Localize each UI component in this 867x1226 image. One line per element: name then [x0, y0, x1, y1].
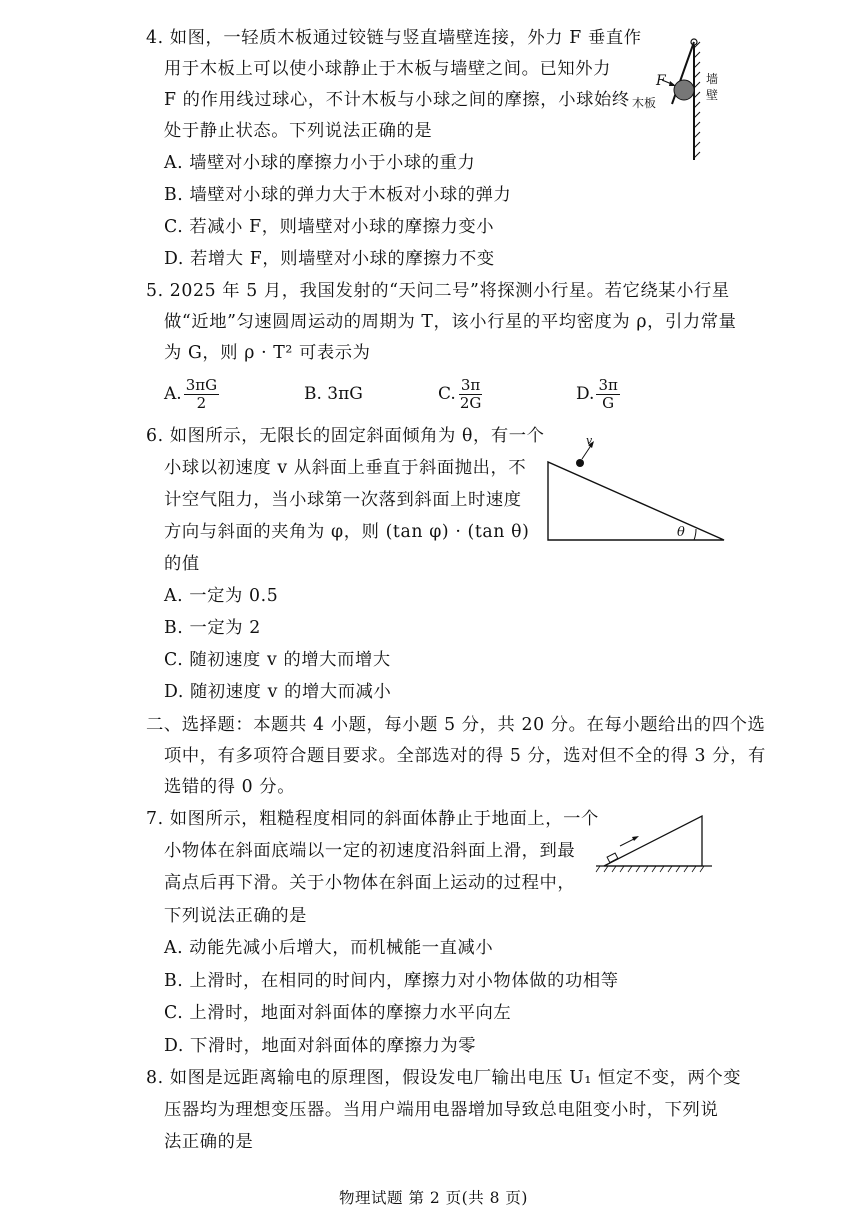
- q6-figure: [544, 428, 728, 546]
- q5-option-b: [304, 374, 363, 414]
- q8-line-3: 法正确的是: [164, 1132, 254, 1152]
- q4-line-1: 4. 如图，一轻质木板通过铰链与竖直墙壁连接，外力 F 垂直作: [146, 28, 642, 48]
- q6-line-2: 小球以初速度 v 从斜面上垂直于斜面抛出，不: [164, 458, 527, 478]
- q5-option-c-num: 3π: [460, 375, 481, 394]
- q5-line-3: 为 G，则 ρ · T² 可表示为: [164, 343, 371, 363]
- q4-line-2: 用于木板上可以使小球静止于木板与墙壁之间。已知外力: [164, 59, 612, 79]
- q7-line-1: 7. 如图所示，粗糙程度相同的斜面体静止于地面上，一个: [146, 809, 599, 829]
- q5-option-a-num: 3πG: [185, 375, 218, 394]
- q8-line-2: 压器均为理想变压器。当用户端用电器增加导致总电阻变小时，下列说: [164, 1100, 719, 1120]
- q5-option-c-fraction: [458, 377, 484, 412]
- q5-option-c-label: C.: [438, 384, 456, 404]
- q5-option-d-num: 3π: [598, 375, 618, 394]
- q6-option-c: C. 随初速度 v 的增大而增大: [164, 650, 391, 670]
- q6-theta-label: θ: [677, 525, 685, 540]
- section-2-line-2: 项中，有多项符合题目要求。全部选对的得 5 分，选对但不全的得 3 分，有: [164, 746, 766, 766]
- q5-option-c: [438, 374, 483, 414]
- section-2-line-3: 选错的得 0 分。: [164, 777, 296, 797]
- q5-line-1: 5. 2025 年 5 月，我国发射的“天问二号”将探测小行星。若它绕某小行星: [146, 281, 730, 301]
- q8-line-1: 8. 如图是远距离输电的原理图，假设发电厂输出电压 U₁ 恒定不变，两个变: [146, 1068, 742, 1088]
- q4-option-a: A. 墙壁对小球的摩擦力小于小球的重力: [164, 153, 476, 173]
- q6-line-4: 方向与斜面的夹角为 φ，则 (tan φ) · (tan θ): [164, 522, 530, 542]
- q6-option-a: A. 一定为 0.5: [164, 586, 279, 606]
- q5-option-c-den: 2G: [459, 393, 482, 412]
- q6-option-b: B. 一定为 2: [164, 618, 261, 638]
- q5-option-a-den: 2: [196, 393, 207, 412]
- q7-option-c: C. 上滑时，地面对斜面体的摩擦力水平向左: [164, 1003, 512, 1023]
- q5-option-a-fraction: [184, 377, 219, 412]
- q4-option-b: B. 墙壁对小球的弹力大于木板对小球的弹力: [164, 185, 512, 205]
- q7-line-4: 下列说法正确的是: [164, 906, 308, 926]
- q4-board-label: 木板: [632, 96, 657, 110]
- q6-line-3: 计空气阻力，当小球第一次落到斜面上时速度: [164, 490, 522, 510]
- q5-option-a-label: A.: [164, 384, 182, 404]
- q4-option-d: D. 若增大 F，则墙壁对小球的摩擦力不变: [164, 249, 495, 269]
- q4-line-3: F 的作用线过球心，不计木板与小球之间的摩擦，小球始终: [164, 90, 630, 110]
- q4-option-c: C. 若减小 F，则墙壁对小球的摩擦力变小: [164, 217, 495, 237]
- q7-figure: [594, 812, 714, 874]
- q4-wall-label-2: 壁: [706, 88, 719, 102]
- q5-option-d-den: G: [602, 393, 615, 412]
- q7-option-d: D. 下滑时，地面对斜面体的摩擦力为零: [164, 1036, 477, 1056]
- q5-option-d-label: D.: [576, 384, 595, 404]
- q4-force-label: F: [656, 73, 667, 89]
- q5-option-d: [576, 374, 620, 414]
- q4-wall-label-1: 墙: [706, 72, 719, 86]
- q7-line-2: 小物体在斜面底端以一定的初速度沿斜面上滑，到最: [164, 841, 576, 861]
- q7-line-3: 高点后再下滑。关于小物体在斜面上运动的过程中，: [164, 873, 576, 893]
- q7-option-a: A. 动能先减小后增大，而机械能一直减小: [164, 938, 494, 958]
- q6-line-1: 6. 如图所示，无限长的固定斜面倾角为 θ，有一个: [146, 426, 545, 446]
- q5-option-a: [164, 374, 219, 414]
- page-footer: 物理试题 第 2 页(共 8 页): [339, 1189, 528, 1207]
- q7-option-b: B. 上滑时，在相同的时间内，摩擦力对小物体做的功相等: [164, 971, 619, 991]
- q4-line-4: 处于静止状态。下列说法正确的是: [164, 121, 433, 141]
- q5-option-d-fraction: [596, 377, 619, 412]
- q6-option-d: D. 随初速度 v 的增大而减小: [164, 682, 392, 702]
- q5-line-2: 做“近地”匀速圆周运动的周期为 T，该小行星的平均密度为 ρ，引力常量: [164, 312, 737, 332]
- section-2-line-1: 二、选择题：本题共 4 小题，每小题 5 分，共 20 分。在每小题给出的四个选: [146, 715, 766, 735]
- q6-line-5: 的值: [164, 554, 200, 574]
- q6-v-label: v: [586, 434, 593, 447]
- q5-option-b-label: B. 3πG: [304, 384, 363, 404]
